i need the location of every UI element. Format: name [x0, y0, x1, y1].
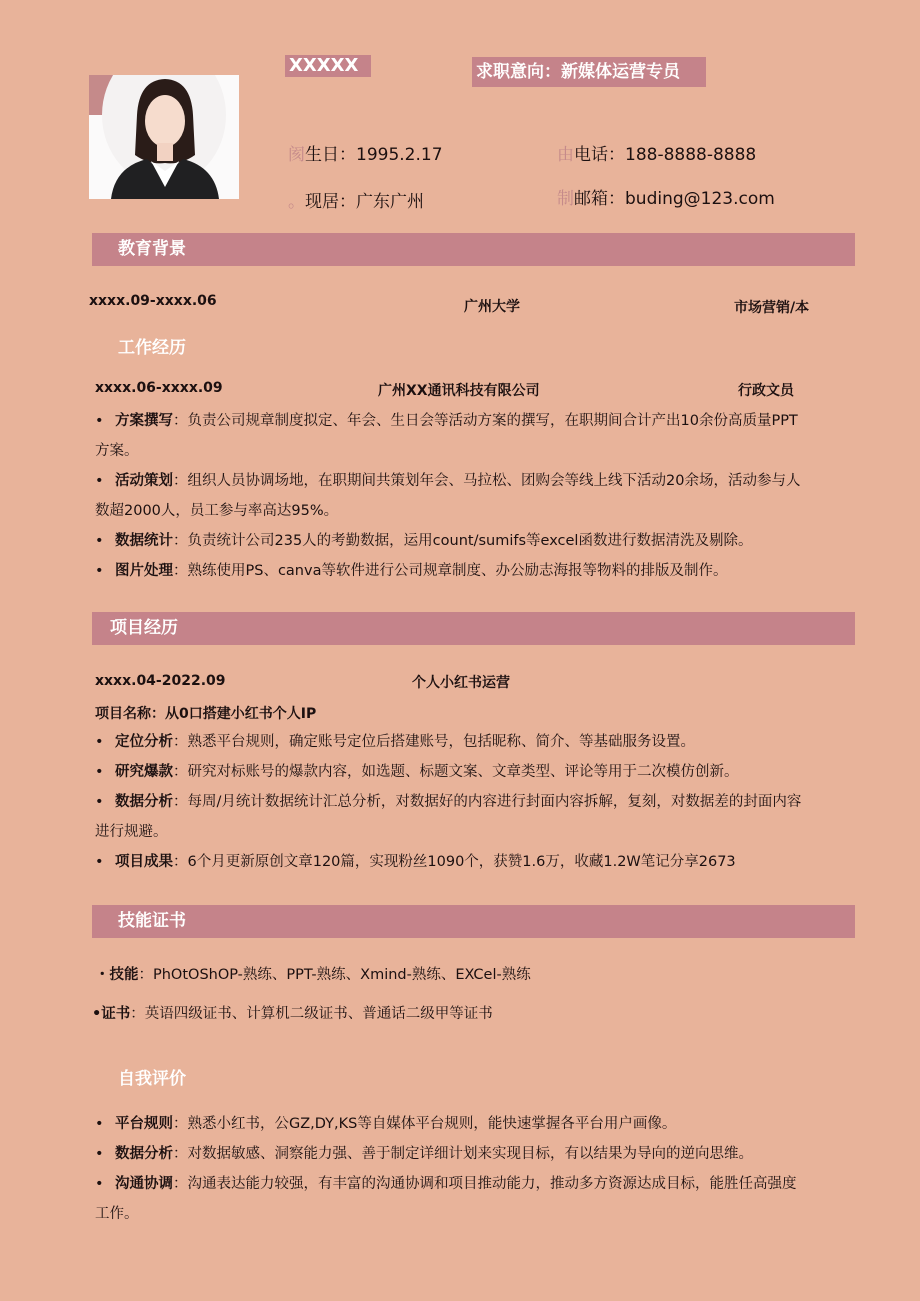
job-intent: 求职意向：新媒体运营专员 — [472, 57, 706, 87]
skill-line: ・技能：PhOtOShOP-熟练、PPT-熟练、Xmind-熟练、EXCel-熟练 — [95, 967, 531, 983]
list-item: • 方案撰写：负责公司规章制度拟定、年会、生日会等活动方案的撰写，在职期间合计产出10余份高质量PPT 方案。 • 活动策划：组织人员协调场地，在职期间共策划年会、马拉松、团购会等线上线下活动20余场，活动参与人 数超2000人，员工参与率高达95%。 • 数据统计：负责统计公司235人的考勤数据，运用count/sumifs等excel函数进行数据清洗及剔除。 • 图片处理：熟练使用PS、canva等软件进行公司规章制度、办公励志海报等物料的排版及制作。 — [95, 406, 855, 586]
list-item: • 平台规则：熟悉小红书，公GZ,DY,KS等自媒体平台规则，能快速掌握各平台用户画像。 • 数据分析：对数据敏感、洞察能力强、善于制定详细计划来实现目标，有以结果为导向的逆向思维。 • 沟通协调：沟通表达能力较强，有丰富的沟通协调和项目推动能力，推动多方资源达成目标，能胜任高强度 工作。 — [95, 1109, 855, 1229]
cert-line: •证书：英语四级证书、计算机二级证书、普通话二级甲等证书 — [92, 1006, 493, 1022]
location-icon: 。 — [288, 192, 305, 212]
section-title-work: 工作经历 — [118, 338, 186, 358]
email-icon: 制 — [557, 189, 574, 209]
section-title-skills: 技能证书 — [92, 905, 855, 938]
project-title: 个人小红书运营 — [412, 675, 510, 691]
email-info: 制邮箱：buding@123.com — [557, 189, 775, 209]
edu-major: 市场营销/本 — [734, 300, 810, 316]
edu-period: xxxx.09-xxxx.06 — [89, 293, 217, 309]
section-title-self: 自我评价 — [118, 1069, 186, 1089]
phone-icon: 由 — [557, 145, 574, 165]
section-title-project: 项目经历 — [92, 612, 855, 645]
list-item: • 定位分析：熟悉平台规则，确定账号定位后搭建账号，包括昵称、简介、等基础服务设置。 • 研究爆款：研究对标账号的爆款内容，如选题、标题文案、文章类型、评论等用于二次模仿创新。 • 数据分析：每周/月统计数据统计汇总分析，对数据好的内容进行封面内容拆解，复刻，对数据差的封面内容 进行规避。 • 项目成果：6个月更新原创文章120篇，实现粉丝1090个，获赞1.6万，收藏1.2W笔记分享2673 — [95, 727, 855, 877]
phone-info: 由电话：188-8888-8888 — [557, 145, 757, 165]
project-period: xxxx.04-2022.09 — [95, 673, 226, 689]
name-label: XXXXX — [285, 55, 371, 77]
section-title-education: 教育背景 — [92, 233, 855, 266]
project-name: 项目名称：从0口搭建小红书个人IP — [95, 706, 317, 722]
avatar — [89, 75, 239, 199]
work-position: 行政文员 — [738, 383, 794, 399]
birthday-icon: 阂 — [288, 145, 305, 165]
residence-info: 。现居：广东广州 — [288, 192, 424, 212]
work-company: 广州XX通讯科技有限公司 — [378, 383, 540, 399]
work-period: xxxx.06-xxxx.09 — [95, 380, 223, 396]
edu-school: 广州大学 — [464, 299, 520, 315]
birthday-info: 阂生日：1995.2.17 — [288, 145, 443, 165]
